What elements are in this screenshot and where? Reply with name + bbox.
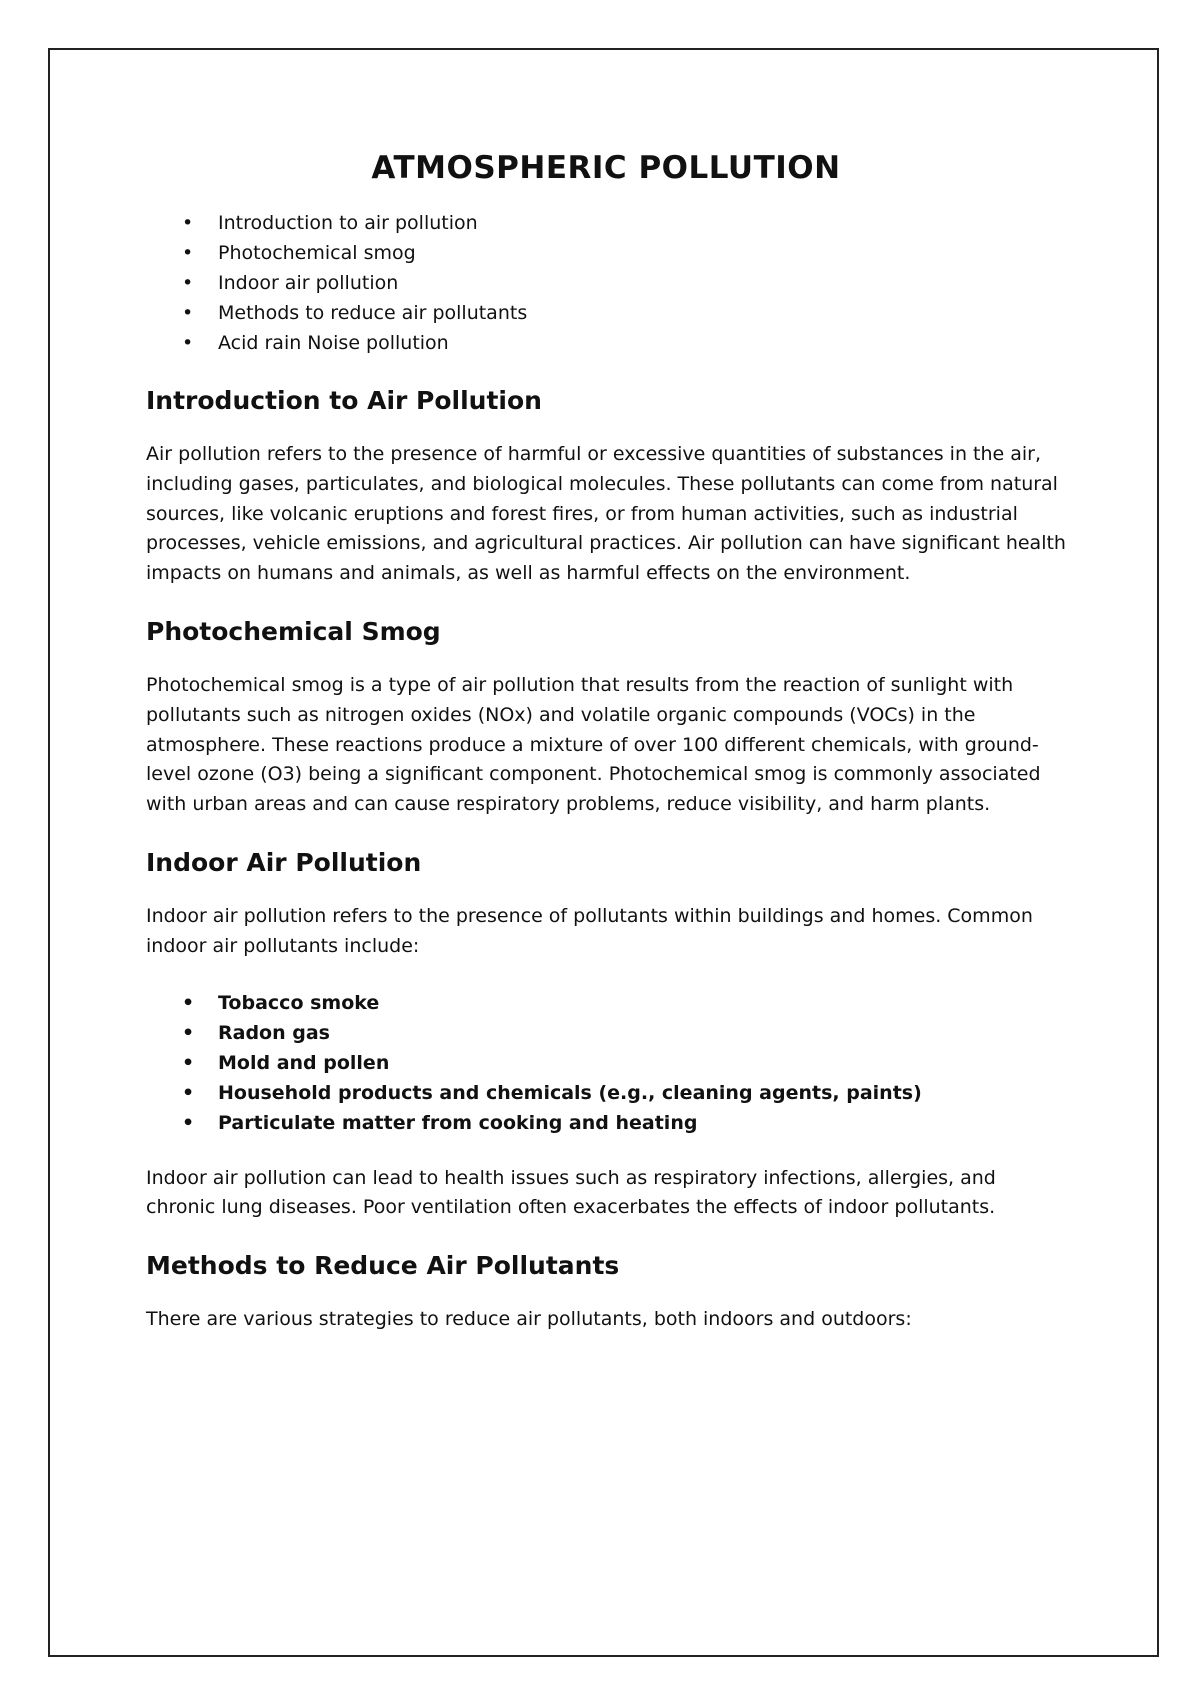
pollutant-item: • Mold and pollen — [218, 1048, 1066, 1078]
section-heading-smog: Photochemical Smog — [146, 616, 441, 646]
pollutant-item: • Radon gas — [218, 1018, 1066, 1048]
pollutant-item: • Household products and chemicals (e.g., cleaning agents, paints) — [218, 1078, 1066, 1108]
topic-item: • Methods to reduce air pollutants — [218, 298, 1066, 328]
document-body — [146, 146, 1066, 1361]
pollutant-item: • Particulate matter from cooking and heating — [218, 1108, 1066, 1138]
topic-item: • Introduction to air pollution — [218, 208, 1066, 238]
section-heading-intro: Introduction to Air Pollution — [146, 386, 542, 415]
section-paragraph-indoor: Indoor air pollution refers to the presence of pollutants within buildings and homes. Common indoor air pollutants include: — [146, 904, 1033, 957]
section-heading-methods: Methods to Reduce Air Pollutants — [146, 1251, 620, 1281]
indoor-pollutants-list — [146, 988, 1066, 1138]
section-paragraph-intro: Air pollution refers to the presence of harmful or excessive quantities of substances in the air, including gases, particulates, and biological molecules. These pollutants can come from natural sources, like volcanic eruptions and forest fires, or from human activities, such as industrial processes, vehicle emissions, and agricultural practices. Air pollution can have significant health impacts on humans and animals, as well as harmful effects on the environment. — [146, 443, 1066, 585]
topics-list — [146, 208, 1066, 358]
topic-item: • Photochemical smog — [218, 238, 1066, 268]
section-paragraph-methods: There are various strategies to reduce air pollutants, both indoors and outdoors: — [146, 1308, 912, 1331]
section-heading-indoor: Indoor Air Pollution — [146, 847, 422, 877]
topic-item: • Indoor air pollution — [218, 268, 1066, 298]
section-closing-indoor: Indoor air pollution can lead to health issues such as respiratory infections, allergies, and chronic lung diseases. Poor ventilation often exacerbates the effects of indoor pollutants. — [146, 1166, 996, 1219]
topic-item: • Acid rain Noise pollution — [218, 328, 1066, 358]
pollutant-item: • Tobacco smoke — [218, 988, 1066, 1018]
section-paragraph-smog: Photochemical smog is a type of air pollution that results from the reaction of sunlight with pollutants such as nitrogen oxides (NOx) and volatile organic compounds (VOCs) in the atmosphere. These reactions produce a mixture of over 100 different chemicals, with ground-level ozone (O3) being a significant component. Photochemical smog is commonly associated with urban areas and can cause respiratory problems, reduce visibility, and harm plants. — [146, 673, 1041, 816]
document-title: ATMOSPHERIC POLLUTION — [371, 150, 841, 186]
